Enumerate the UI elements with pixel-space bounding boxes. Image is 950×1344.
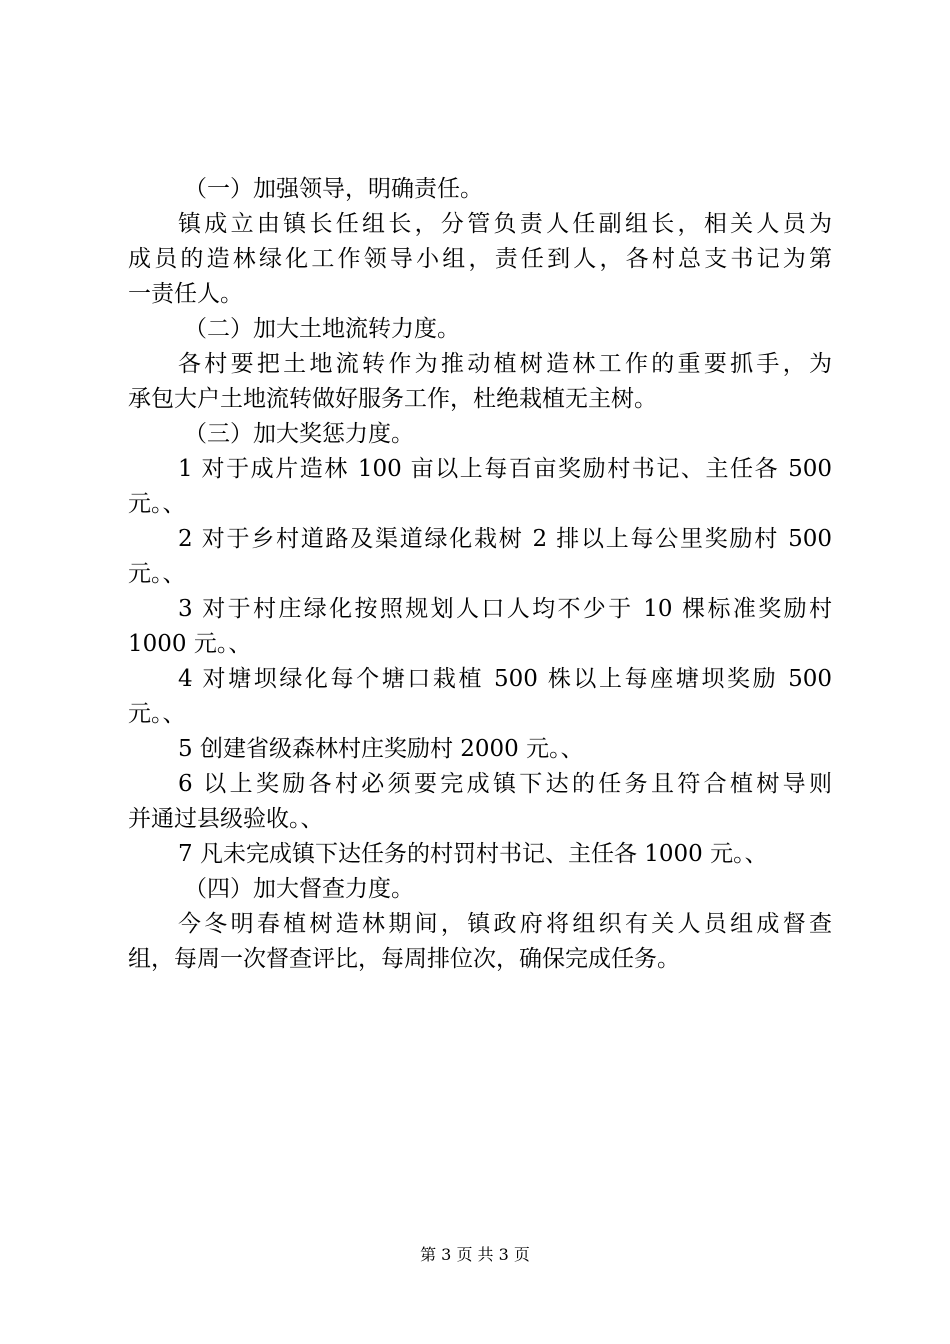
- list-item-line: 5 创建省级森林村庄奖励村 2000 元。、: [178, 736, 584, 762]
- paragraph-line: 一责任人。: [128, 281, 243, 307]
- paragraph-line: 组，每周一次督查评比，每周排位次，确保完成任务。: [128, 946, 680, 972]
- list-item-line: 元。、: [128, 491, 186, 517]
- document-body: [128, 172, 832, 977]
- list-item-line: 2 对于乡村道路及渠道绿化栽树 2 排以上每公里奖励村 500: [178, 526, 832, 552]
- paragraph-line: 今冬明春植树造林期间，镇政府将组织有关人员组成督查: [178, 911, 832, 937]
- list-item-line: 元。、: [128, 701, 186, 727]
- list-item-line: 6 以上奖励各村必须要完成镇下达的任务且符合植树导则: [178, 771, 832, 797]
- section-heading-2: （二）加大土地流转力度。: [184, 316, 460, 342]
- paragraph-line: 承包大户土地流转做好服务工作，杜绝栽植无主树。: [128, 386, 657, 412]
- section-heading-4: （四）加大督查力度。: [184, 876, 414, 902]
- paragraph-line: 镇成立由镇长任组长，分管负责人任副组长，相关人员为: [178, 211, 832, 237]
- list-item-line: 1 对于成片造林 100 亩以上每百亩奖励村书记、主任各 500: [178, 456, 832, 482]
- list-item-line: 元。、: [128, 561, 186, 587]
- list-item-line: 4 对塘坝绿化每个塘口栽植 500 株以上每座塘坝奖励 500: [178, 666, 832, 692]
- list-item-line: 并通过县级验收。、: [128, 806, 324, 832]
- paragraph-line: 成员的造林绿化工作领导小组，责任到人，各村总支书记为第: [128, 246, 832, 272]
- list-item-line: 7 凡未完成镇下达任务的村罚村书记、主任各 1000 元。、: [178, 841, 768, 867]
- page-footer: 第 3 页 共 3 页: [420, 1245, 530, 1264]
- section-heading-1: （一）加强领导，明确责任。: [184, 176, 483, 202]
- list-item-line: 1000 元。、: [128, 631, 252, 657]
- paragraph-line: 各村要把土地流转作为推动植树造林工作的重要抓手，为: [178, 351, 832, 377]
- list-item-line: 3 对于村庄绿化按照规划人口人均不少于 10 棵标准奖励村: [178, 596, 832, 622]
- section-heading-3: （三）加大奖惩力度。: [184, 421, 414, 447]
